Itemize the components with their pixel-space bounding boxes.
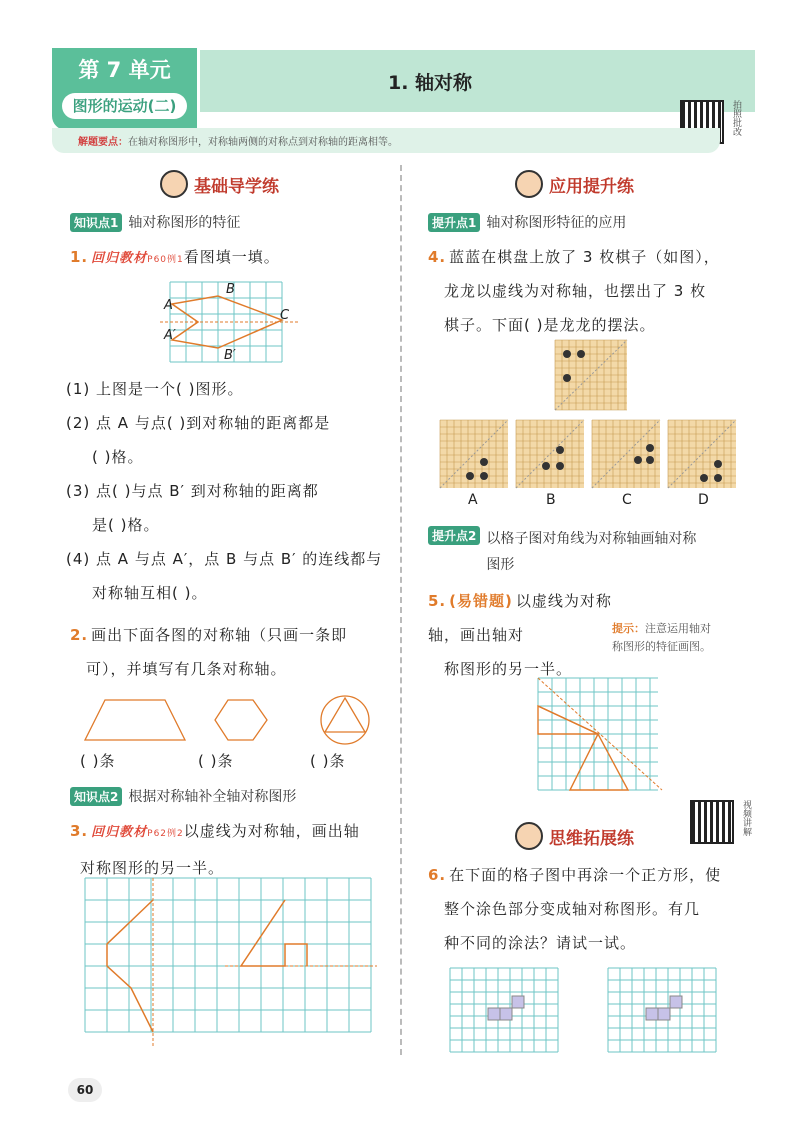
q4-line-2: 龙龙以虚线为对称轴，也摆出了 3 枚 xyxy=(444,282,707,300)
q3-line-1: 以虚线为对称轴，画出轴 xyxy=(183,822,360,840)
q1-sub-1: (1) 上图是一个( )图形。 xyxy=(66,380,244,398)
q3-line-2: 对称图形的另一半。 xyxy=(80,859,225,877)
section-expand-title: 思维拓展练 xyxy=(549,828,634,849)
tp2-line-1: 以格子图对角线为对称轴画轴对称 xyxy=(486,531,697,547)
q4-option-C[interactable]: C xyxy=(622,492,632,508)
q1-sub-2b: ( )格。 xyxy=(92,448,144,466)
q5-line-1: 以虚线为对称轴，画出轴对 xyxy=(428,592,612,644)
q5-tip-label: 提示： xyxy=(612,622,645,635)
q1-number: 1. xyxy=(70,248,89,266)
question-6 xyxy=(428,858,773,960)
q1-sub-2: (2) 点 A 与点( )到对称轴的距离都是 xyxy=(66,414,331,432)
tip-text: 在轴对称图形中，对称轴两侧的对称点到对称轴的距离相等。 xyxy=(128,137,398,148)
tp1-tag: 提升点1 xyxy=(428,213,480,232)
qr-label: 拍照批改 xyxy=(731,100,741,136)
improvement-point-2 xyxy=(428,526,768,578)
question-4 xyxy=(428,240,773,342)
q1-text: 看图填一填。 xyxy=(183,248,280,266)
q3-grid xyxy=(85,878,377,1048)
q1-subquestions xyxy=(66,372,396,610)
kp2-tag: 知识点2 xyxy=(70,787,122,806)
section-applied xyxy=(515,170,634,198)
kp2-text: 根据对称轴补全轴对称图形 xyxy=(128,789,297,805)
unit-badge xyxy=(52,48,197,130)
q4-option-B[interactable]: B xyxy=(546,492,556,508)
q2-blank-2: ( )条 xyxy=(198,752,234,770)
column-divider xyxy=(400,165,402,1055)
kp1-text: 轴对称图形的特征 xyxy=(128,215,241,231)
question-2 xyxy=(70,618,395,686)
kid-icon xyxy=(515,170,543,198)
q4-option-board-D xyxy=(668,420,736,488)
kp1-tag: 知识点1 xyxy=(70,213,122,232)
tip-label: 解题要点： xyxy=(78,137,128,148)
q5-tip-line-2: 称图形的特征画图。 xyxy=(612,640,711,653)
label-B: B xyxy=(226,282,235,297)
kid-icon xyxy=(160,170,188,198)
page-number: 60 xyxy=(68,1078,102,1102)
q1-ref-page: P60例1 xyxy=(147,255,184,265)
tp1-text: 轴对称图形特征的应用 xyxy=(486,215,627,231)
q1-ref: 回归教材 xyxy=(91,251,148,266)
q1-sub-3: (3) 点( )与点 B′ 到对称轴的距离都 xyxy=(66,482,319,500)
q4-option-D[interactable]: D xyxy=(698,492,709,508)
q2-line-2: 可），并填写有几条对称轴。 xyxy=(86,660,287,678)
section-basic-title: 基础导学练 xyxy=(194,176,279,197)
q5-number: 5. xyxy=(428,592,447,610)
section-expand xyxy=(515,822,634,850)
tip xyxy=(78,133,398,148)
section-basic xyxy=(160,170,279,198)
question-3 xyxy=(70,814,395,885)
q2-blank-3: ( )条 xyxy=(310,752,346,770)
qr-code-icon-2[interactable] xyxy=(690,800,734,844)
triangle-in-circle xyxy=(325,698,365,732)
knowledge-point-2 xyxy=(70,786,296,806)
tp2-line-2: 图形 xyxy=(486,557,515,573)
q4-line-3: 棋子。下面( )是龙龙的摆法。 xyxy=(444,316,656,334)
q1-sub-4: (4) 点 A 与点 A′，点 B 与点 B′ 的连线都与 xyxy=(66,550,383,568)
q6-number: 6. xyxy=(428,866,447,884)
q6-grid-2 xyxy=(608,968,724,1058)
qr-label-2: 视频讲解 xyxy=(741,800,751,836)
hexagon xyxy=(215,700,267,740)
q6-line-3: 种不同的涂法？请试一试。 xyxy=(444,934,637,952)
q2-blank-1: ( )条 xyxy=(80,752,116,770)
circle xyxy=(321,696,369,744)
q6-line-2: 整个涂色部分变成轴对称图形。有几 xyxy=(444,900,701,918)
q5-tag: (易错题) xyxy=(449,592,513,610)
kid-icon xyxy=(515,822,543,850)
q5-tip xyxy=(612,620,711,656)
q4-board-original xyxy=(555,340,627,410)
q4-option-A[interactable]: A xyxy=(468,492,478,508)
q5-line-2: 称图形的另一半。 xyxy=(444,660,573,678)
label-A: A xyxy=(164,298,173,313)
q4-line-1: 蓝蓝在棋盘上放了 3 枚棋子（如图）， xyxy=(449,248,720,266)
lesson-title: 1. 轴对称 xyxy=(387,72,473,94)
label-B-prime: B′ xyxy=(224,348,236,363)
q5-grid xyxy=(538,678,662,790)
tp2-tag: 提升点2 xyxy=(428,526,480,545)
q3-ref: 回归教材 xyxy=(91,825,148,840)
unit-number: 第 7 单元 xyxy=(78,58,171,82)
q6-line-1: 在下面的格子图中再涂一个正方形，使 xyxy=(449,866,722,884)
trapezoid xyxy=(85,700,185,740)
q5-tip-line-1: 注意运用轴对 xyxy=(645,622,711,635)
q1-sub-3b: 是( )格。 xyxy=(92,516,160,534)
q1-sub-4b: 对称轴互相( )。 xyxy=(92,584,208,602)
knowledge-point-1 xyxy=(70,212,240,232)
q3-ref-page: P62例2 xyxy=(147,829,184,839)
section-applied-title: 应用提升练 xyxy=(549,176,634,197)
q4-option-board-C xyxy=(592,420,660,488)
q4-option-board-A xyxy=(440,420,508,488)
q2-number: 2. xyxy=(70,626,89,644)
question-5 xyxy=(428,584,628,686)
q4-number: 4. xyxy=(428,248,447,266)
unit-subtitle: 图形的运动(二) xyxy=(62,93,187,119)
label-C: C xyxy=(280,308,290,323)
improvement-point-1 xyxy=(428,212,626,232)
label-A-prime: A′ xyxy=(164,328,176,343)
q2-line-1: 画出下面各图的对称轴（只画一条即 xyxy=(91,626,348,644)
question-1 xyxy=(70,240,280,277)
q6-grid-1 xyxy=(450,968,566,1058)
q2-shapes xyxy=(85,695,385,745)
q3-number: 3. xyxy=(70,822,89,840)
q4-option-board-B xyxy=(516,420,584,488)
